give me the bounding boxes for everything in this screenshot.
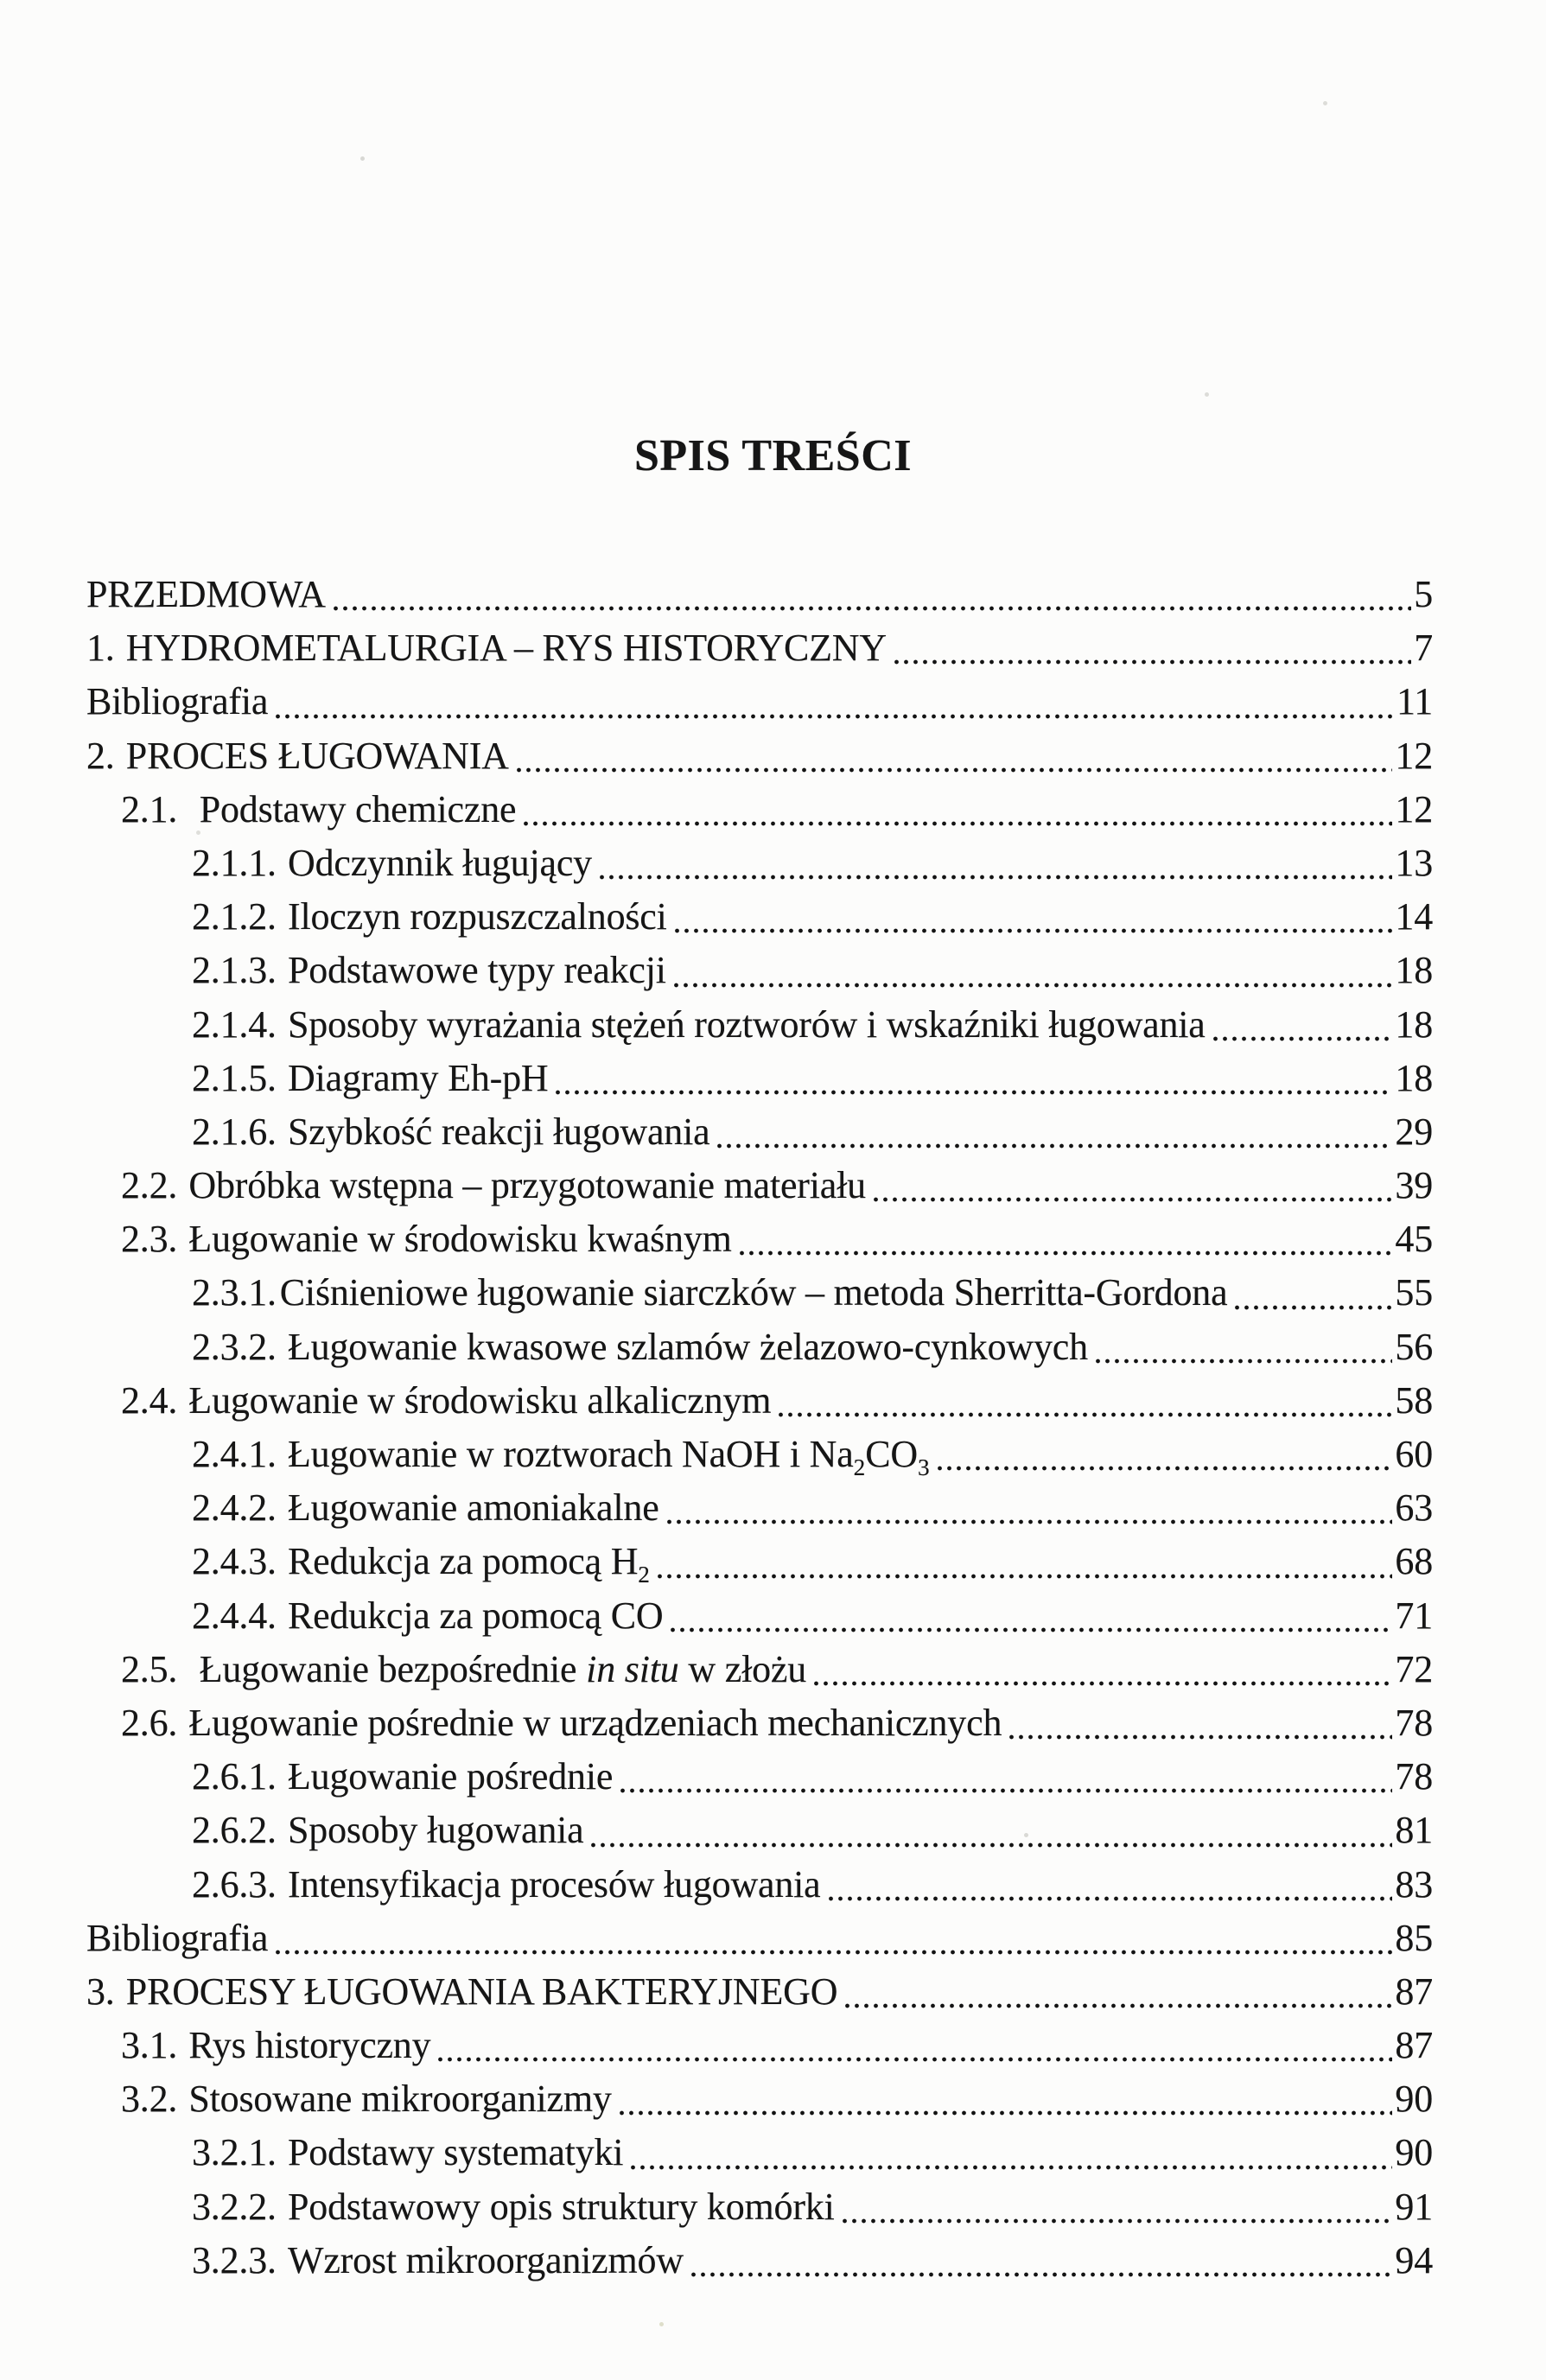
toc-page-number: 13 [1395,841,1433,884]
toc-entry-number: 2.4.3. [192,1540,277,1583]
toc-entry [86,2019,1433,2072]
toc-entry-title [126,621,887,675]
toc-entry [86,1858,1433,1912]
toc-page-number: 18 [1395,949,1433,992]
toc-title-segment: Rys historyczny [188,2024,431,2067]
toc-page-number: 18 [1395,1056,1433,1099]
toc-dot-leader [938,1466,1393,1471]
toc-entry-number: 2.1.6. [192,1110,277,1153]
toc-dot-leader [675,928,1393,933]
toc-entry [86,1374,1433,1428]
toc-dot-leader [438,2057,1392,2062]
toc-entry-title [188,1374,771,1428]
toc-entry-title [288,1858,821,1912]
toc-entry [86,1696,1433,1750]
toc-entry-number: 3. [86,1970,115,2013]
toc-title-segment: Bibliografia [86,1916,269,1959]
toc-entry [86,2180,1433,2234]
toc-title-segment: Podstawy chemiczne [199,787,517,830]
toc-title-segment: w złożu [678,1647,807,1690]
toc-entry [86,1428,1433,1481]
toc-page-number: 11 [1396,680,1433,723]
toc-dot-leader [1096,1359,1393,1364]
toc-entry [86,1589,1433,1643]
toc-page-number: 94 [1395,2238,1433,2281]
toc-entry [86,568,1433,621]
toc-title-segment: Ługowanie amoniakalne [288,1486,659,1530]
toc-entry [86,944,1433,997]
toc-entry [86,2126,1433,2180]
toc-dot-leader [276,714,1394,719]
toc-title-segment: HYDROMETALURGIA – RYS HISTORYCZNY [125,627,887,670]
toc-entry-number: 2.2. [121,1164,178,1207]
toc-dot-leader [1009,1734,1392,1740]
toc-entry [86,1266,1433,1320]
toc-list [86,568,1433,2288]
toc-entry-number: 2.4.2. [192,1486,277,1530]
toc-page-number: 90 [1395,2131,1433,2174]
toc-entry-title [86,675,268,729]
toc-entry-number: 2.1. [121,787,178,830]
toc-dot-leader [334,606,1411,611]
toc-entry-title [288,1750,613,1804]
toc-entry-title [188,2019,430,2072]
toc-entry-number: 3.2.2. [192,2185,277,2228]
toc-entry-number: 2.6.1. [192,1755,277,1798]
toc-entry-number: 2.3. [121,1218,178,1261]
toc-title-segment: 2 [638,1562,650,1588]
toc-page-number: 18 [1395,1002,1433,1046]
toc-title-segment: Ługowanie w środowisku alkalicznym [188,1378,772,1422]
toc-entry [86,675,1433,729]
toc-entry-title [188,1696,1002,1750]
toc-dot-leader [779,1412,1392,1417]
toc-title-segment: Szybkość reakcji ługowania [288,1110,710,1153]
toc-entry-title [280,1266,1228,1320]
toc-page-number: 90 [1395,2078,1433,2121]
toc-dot-leader [874,1197,1392,1202]
toc-entry-title [288,1052,548,1105]
toc-dot-leader [691,2272,1392,2277]
toc-title-segment: Diagramy Eh-pH [288,1056,549,1099]
toc-dot-leader [845,2003,1392,2008]
toc-title-segment: Redukcja za pomocą CO [288,1594,664,1637]
toc-dot-leader [717,1143,1392,1149]
toc-entry-number: 2.3.2. [192,1325,277,1368]
toc-title-segment: 3 [917,1454,930,1480]
toc-entry-title [188,1159,866,1212]
toc-dot-leader [674,983,1393,988]
toc-title-segment: Podstawowy opis struktury komórki [288,2185,835,2228]
toc-entry-title [126,1965,838,2019]
toc-entry [86,998,1433,1052]
toc-entry-title [288,1589,663,1643]
toc-title-segment: Iloczyn rozpuszczalności [288,895,667,939]
toc-dot-leader [591,1842,1392,1848]
toc-page-number: 78 [1395,1755,1433,1798]
toc-title-segment: 2 [853,1454,866,1480]
toc-entry-number: 2.3.1. [192,1271,277,1314]
toc-entry-number: 2.4.4. [192,1594,277,1637]
toc-entry [86,783,1433,837]
toc-entry-number: 3.1. [121,2024,178,2067]
toc-title-segment: Ługowanie kwasowe szlamów żelazowo-cynkowych [288,1325,1088,1368]
toc-entry [86,1535,1433,1588]
toc-entry [86,890,1433,944]
toc-page-number: 78 [1395,1701,1433,1744]
toc-entry [86,1750,1433,1804]
toc-page-number: 91 [1395,2185,1433,2228]
toc-dot-leader [620,1788,1392,1793]
toc-title-segment: Redukcja za pomocą H [288,1540,639,1583]
toc-page-number: 60 [1395,1433,1433,1475]
toc-entry-title [288,1804,583,1857]
toc-page-number: 63 [1395,1486,1433,1530]
toc-entry-title [200,1643,806,1696]
toc-entry [86,1643,1433,1696]
toc-dot-leader [829,1896,1393,1901]
toc-page-number: 85 [1395,1916,1433,1959]
toc-entry-number: 2.1.5. [192,1056,277,1099]
toc-title-segment: Ciśnieniowe ługowanie siarczków – metoda Sherritta-Gordona [279,1271,1228,1314]
toc-entry-title [288,837,592,890]
toc-entry-number: 2.4. [121,1378,178,1422]
toc-page-number: 55 [1395,1271,1433,1314]
toc-entry-title [288,2234,684,2288]
toc-entry-title [288,2126,623,2180]
toc-page-number: 56 [1395,1325,1433,1368]
toc-entry-title [86,568,326,621]
toc-entry [86,1052,1433,1105]
toc-entry [86,1320,1433,1374]
toc-entry-number: 1. [86,627,115,670]
toc-dot-leader [1213,1036,1393,1041]
toc-dot-leader [667,1519,1393,1524]
toc-dot-leader [894,659,1411,665]
toc-entry-number: 2.6. [121,1701,178,1744]
toc-title-segment: Ługowanie pośrednie [288,1755,614,1798]
toc-title-segment: Bibliografia [86,680,269,723]
toc-dot-leader [620,2110,1393,2116]
toc-dot-leader [814,1681,1392,1686]
toc-entry-title [126,729,509,783]
toc-entry [86,1965,1433,2019]
toc-title-segment: Odczynnik ługujący [288,841,592,884]
toc-title-segment: PROCES ŁUGOWANIA [125,734,509,777]
toc-title-segment: Ługowanie pośrednie w urządzeniach mechanicznych [188,1701,1002,1744]
toc-title-segment: CO [865,1433,918,1475]
toc-entry [86,1159,1433,1212]
toc-dot-leader [517,767,1393,773]
toc-dot-leader [1235,1305,1392,1310]
toc-title-segment: Sposoby wyrażania stężeń roztworów i wskaźniki ługowania [288,1002,1206,1046]
toc-dot-leader [276,1950,1392,1955]
toc-dot-leader [631,2165,1392,2170]
toc-page-number: 83 [1395,1862,1433,1906]
toc-title-segment: Sposoby ługowania [288,1809,584,1852]
toc-entry-number: 3.2.1. [192,2131,277,2174]
toc-page-number: 68 [1395,1540,1433,1583]
toc-dot-leader [740,1250,1393,1256]
toc-page-number: 45 [1395,1218,1433,1261]
toc-title-segment: PROCESY ŁUGOWANIA BAKTERYJNEGO [125,1970,838,2013]
toc-title-segment: Ługowanie bezpośrednie [199,1647,587,1690]
toc-page-number: 87 [1395,1970,1433,2013]
toc-entry-title [288,998,1206,1052]
toc-entry [86,729,1433,783]
toc-entry-number: 2.6.3. [192,1862,277,1906]
toc-entry-title [288,1105,709,1159]
toc-title-segment: Intensyfikacja procesów ługowania [288,1862,821,1906]
toc-entry [86,837,1433,890]
toc-title-segment: Podstawowe typy reakcji [288,949,666,992]
toc-title-segment: in situ [586,1647,679,1690]
toc-page-number: 12 [1395,734,1433,777]
toc-dot-leader [600,875,1392,880]
toc-entry [86,1804,1433,1857]
toc-dot-leader [843,2218,1393,2224]
toc-entry [86,621,1433,675]
toc-entry-number: 3.2. [121,2078,178,2121]
toc-page-number: 12 [1395,787,1433,830]
toc-dot-leader [524,821,1392,826]
toc-page-number: 81 [1395,1809,1433,1852]
toc-entry-number: 2.1.3. [192,949,277,992]
toc-page-number: 7 [1414,627,1433,670]
toc-title-segment: Stosowane mikroorganizmy [188,2078,612,2121]
toc-entry-title [288,944,666,997]
toc-title-segment: Obróbka wstępna – przygotowanie materiału [188,1164,866,1207]
toc-entry-number: 2.1.1. [192,841,277,884]
toc-page-number: 14 [1395,895,1433,939]
toc-entry-number: 2.1.2. [192,895,277,939]
toc-entry-number: 3.2.3. [192,2238,277,2281]
toc-page-number: 5 [1414,573,1433,615]
toc-dot-leader [671,1627,1392,1632]
toc-entry-title [288,890,667,944]
toc-entry [86,1912,1433,1965]
toc-dot-leader [658,1574,1392,1579]
toc-title-segment: Wzrost mikroorganizmów [288,2238,684,2281]
toc-entry-number: 2.6.2. [192,1809,277,1852]
toc-title-segment: Ługowanie w środowisku kwaśnym [188,1218,732,1261]
toc-entry-title [200,783,517,837]
toc-entry-number: 2.5. [121,1647,178,1690]
toc-dot-leader [556,1090,1392,1095]
toc-entry-title [288,1320,1088,1374]
toc-entry-title [188,1212,731,1266]
toc-entry-number: 2. [86,734,115,777]
toc-entry-title [86,1912,268,1965]
toc-entry [86,1212,1433,1266]
toc-page-number: 87 [1395,2024,1433,2067]
page-title: SPIS TREŚCI [633,431,913,480]
toc-entry-number: 2.1.4. [192,1002,277,1046]
toc-page-number: 29 [1395,1110,1433,1153]
toc-title-segment: PRZEDMOWA [86,573,326,615]
toc-page-number: 39 [1395,1164,1433,1207]
toc-title-segment: Ługowanie w roztworach NaOH i Na [288,1433,854,1475]
toc-entry [86,2234,1433,2288]
toc-entry [86,1105,1433,1159]
toc-title-segment: Podstawy systematyki [288,2131,624,2174]
toc-entry [86,2072,1433,2126]
toc-entry-number: 2.4.1. [192,1433,277,1475]
toc-page-number: 71 [1395,1594,1433,1637]
toc-entry-title [188,2072,611,2126]
toc-page-number: 72 [1395,1647,1433,1690]
toc-entry-title [288,2180,835,2234]
toc-entry-title [288,1481,659,1535]
toc-page-number: 58 [1395,1378,1433,1422]
